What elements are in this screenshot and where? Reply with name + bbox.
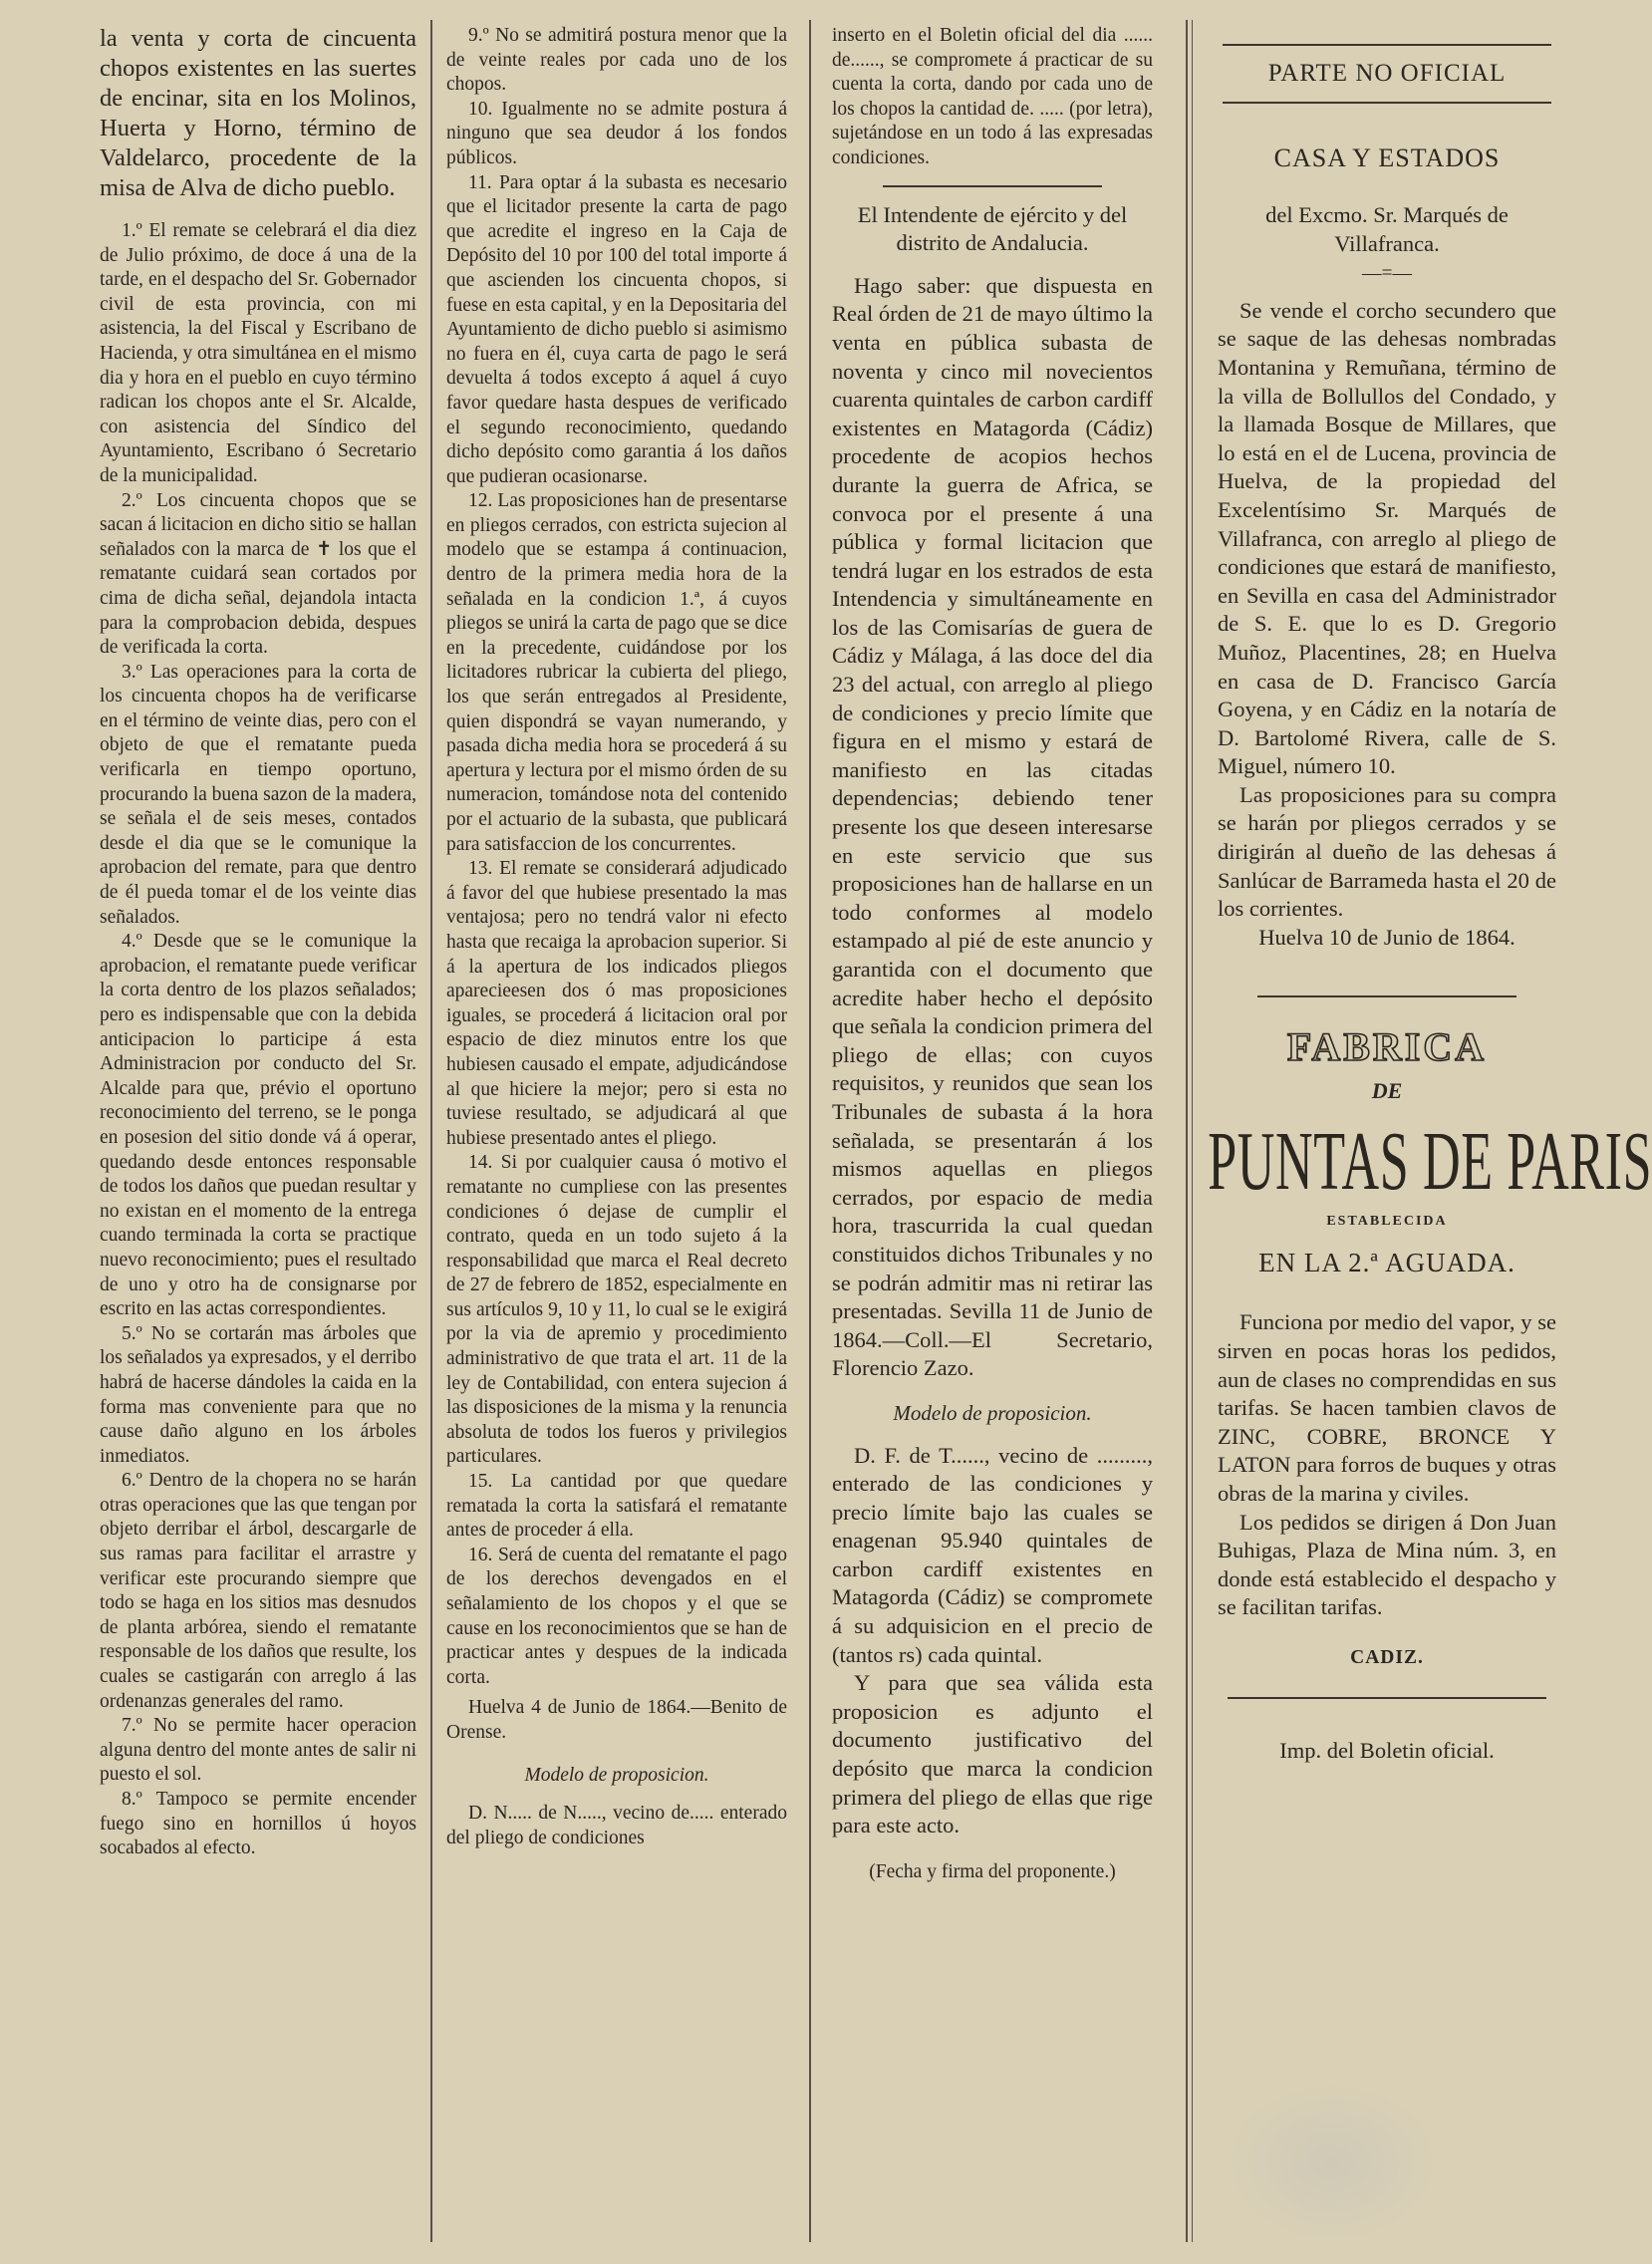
ad-body: Los pedidos se dirigen á Don Juan Buhigas, Plaza de Mina núm. 3, en donde está establecido el despacho y se facilitan tarifas. bbox=[1218, 1509, 1556, 1620]
condition-paragraph: 6.º Dentro de la chopera no se harán otras operaciones que las que tengan por objeto derribar el árbol, descargarle de sus ramas para facilitar el arrastre y verificar este procurando siempre que todo se haga en los sitios mas desnudos de planta arbórea, siendo el rematante responsable de los daños que resulte, los cuales se castigarán con arreglo á las ordenanzas generales del ramo. bbox=[100, 1470, 416, 1712]
model-title: Modelo de proposicion. bbox=[893, 1400, 1092, 1425]
section-rule bbox=[1223, 44, 1551, 46]
condition-paragraph: 9.º No se admitirá postura menor que la de veinte reales por cada uno de los chopos. bbox=[446, 25, 787, 96]
ad-fabrica: FABRICA bbox=[1286, 1024, 1488, 1070]
ad-de: DE bbox=[1371, 1078, 1403, 1104]
notice-body: Se vende el corcho secundero que se saque de las dehesas nombradas Montanina y Remuñana, término de la villa de Bollullos del Condado, y la llamada Bosque de Millares, que lo está en el de Lucena, provincia de Huelva, de la propiedad del Excelentísimo Sr. Marqués de Villafranca, con arreglo al pliego de condiciones que estará de manifiesto, en Sevilla en casa del Administrador de S. E. que lo es D. Gregorio Muñoz, Placentines, 28; en Huelva en casa de D. Francisco García Goyena, y en Cádiz en la notaría de D. Bartolomé Rivera, calle de S. Miguel, número 10. bbox=[1218, 297, 1556, 779]
condition-paragraph: 2.º Los cincuenta chopos que se sacan á licitacion en dicho sitio se hallan señalados con la marca de ✝ los que el rematante cuidará sean cortados por cima de dicha señal, dejandola intacta para la comprobacion debida, despues de verificada la corta. bbox=[100, 489, 416, 659]
column-divider bbox=[1192, 20, 1193, 2242]
condition-paragraph: 3.º Las operaciones para la corta de los cincuenta chopos ha de verificarse en el término de veinte dias, pero con el objeto de que el rematante pueda verificarla en tiempo oportuno, procurando la buena sazon de la madera, se señala el de seis meses, contados desde el dia que se le comunique la aprobacion del remate, para que dentro de él pueda tomar el de los veinte dias señalados. bbox=[100, 661, 416, 928]
notice-title: CASA Y ESTADOS bbox=[1273, 143, 1501, 172]
section-rule bbox=[1257, 995, 1516, 997]
notice-subtitle: del Excmo. Sr. Marqués de Villafranca. bbox=[1265, 202, 1509, 256]
ad-puntas: PUNTAS DE PARIS bbox=[1208, 1115, 1652, 1209]
condition-paragraph: 5.º No se cortarán mas árboles que los señalados ya expresados, y el derribo habrá de hacerse dándoles la caida en la forma mas conveniente para que no cause daño alguno en los árboles inmediatos. bbox=[100, 1322, 416, 1467]
condition-paragraph: 15. La cantidad por que quedare rematada la corta la satisfará el rematante antes de proceder á ella. bbox=[446, 1471, 787, 1542]
closing-paragraph: Y para que sea válida esta proposicion es adjunto el documento justificativo del depósito que marca la condicion primera del pliego de ellas que rige para este acto. bbox=[832, 1670, 1153, 1839]
library-seal-watermark bbox=[1228, 2083, 1437, 2242]
condition-paragraph: 13. El remate se considerará adjudicado á favor del que hubiese presentado la mas ventajosa; pero no tendrá valor ni efecto hasta que recaiga la aprobacion superior. Si á la apertura de los indicados pliegos aparecieesen dos ó mas proposiciones iguales, se procederá á licitacion oral por espacio de diez minutos entre los que hubiesen causado el empate, adjudicándose al que hiciere la mejor; pero si esta no tuviese resultado, se adjudicará al que hubiese presentado antes el pliego. bbox=[446, 858, 787, 1149]
condition-paragraph: 16. Será de cuenta del rematante el pago de los derechos devengados en el señalamiento de los chopos y el que se cause en los reconocimientos que se han de practicar antes y despues de la indicada corta. bbox=[446, 1544, 787, 1688]
ad-body: Funciona por medio del vapor, y se sirven en pocas horas los pedidos, aun de clases no comprendidas en sus tarifas. Se hacen tambien clavos de ZINC, COBRE, BRONCE Y LATON para forros de buques y otras obras de la marina y civiles. bbox=[1218, 1309, 1556, 1506]
ad-city: CADIZ. bbox=[1350, 1646, 1424, 1668]
dateline: Huelva 10 de Junio de 1864. bbox=[1258, 924, 1515, 950]
model-title: Modelo de proposicion. bbox=[524, 1764, 709, 1786]
condition-paragraph: 7.º No se permite hacer operacion alguna dentro del monte antes de salir ni puesto el sol. bbox=[100, 1715, 416, 1786]
section-title: PARTE NO OFICIAL bbox=[1267, 60, 1507, 87]
condition-paragraph: 1.º El remate se celebrará el dia diez de Julio próximo, de doce á una de la tarde, en el despacho del Sr. Gobernador civil de esta provincia, con mi asistencia, la del Fiscal y Escribano de Hacienda, y otra simultánea en el mismo dia y hora en el pueblo en cuyo término radican los chopos ante el Sr. Alcalde, con asistencia del Síndico del Ayuntamiento, Escribano ó Secretario de la municipalidad. bbox=[100, 220, 416, 486]
section-heading: El Intendente de ejército y del distrito de Andalucia. bbox=[857, 201, 1128, 256]
column-1 bbox=[100, 24, 416, 1861]
section-rule bbox=[1223, 102, 1551, 104]
printer-line: Imp. del Boletin oficial. bbox=[1279, 1737, 1495, 1763]
model-text: D. F. de T......, vecino de ........., enterado de las condiciones y precio límite bajo las cuales se enagenan 95.940 quintales de carbon cardiff existentes en Matagorda (Cádiz) se compromete á su adquisicion en el precio de (tantos rs) cada quintal. bbox=[832, 1442, 1153, 1667]
lead-paragraph: la venta y corta de cincuenta chopos existentes en las suertes de encinar, sita en los Molinos, Huerta y Horno, término de Valdelarco, procedente de la misa de Alva de dicho pueblo. bbox=[100, 25, 416, 201]
model-text: D. N..... de N....., vecino de..... enterado del pliego de condiciones bbox=[446, 1803, 787, 1848]
section-rule bbox=[1228, 1697, 1546, 1699]
condition-paragraph: 4.º Desde que se le comunique la aprobacion, el rematante puede verificar la corta dentro de los plazos señalados; pero es indispensable que con la debida anticipacion lo participe á esta Administracion por conducto del Sr. Alcalde para que, prévio el oportuno reconocimiento del terreno, se le ponga en posesion del sitio donde vá á operar, quedando desde entonces responsable de todos los daños que puedan resultar y no existan en el momento de la entrega cuando terminada la corta se practique nuevo reconocimiento; pues el resultado de uno y otro ha de consignarse por escrito en las actas correspondientes. bbox=[100, 931, 416, 1320]
column-2 bbox=[446, 24, 787, 1850]
ad-establecida: ESTABLECIDA bbox=[1326, 1214, 1448, 1230]
ad-aguada: EN LA 2.ª AGUADA. bbox=[1258, 1248, 1515, 1278]
signature-line: (Fecha y firma del proponente.) bbox=[869, 1860, 1116, 1882]
announcement-body: Hago saber: que dispuesta en Real órden de 21 de mayo último la venta en pública subasta de noventa y cinco mil novecientos cuarenta quintales de carbon cardiff existentes en Matagorda (Cádiz) procedente de acopios hechos durante la guerra de Africa, se convoca por el presente á una pública y formal licitacion que tendrá lugar en los estrados de esta Intendencia y simultáneamente en los de las Comisarías de guera de Cádiz y Málaga, á las doce del dia 23 del actual, con arreglo al pliego de condiciones y precio límite que figura en el mismo y estará de manifiesto en las citadas dependencias; debiendo tener presente los que deseen interesarse en este servicio que sus proposiciones han de hallarse en un todo conformes al modelo estampado al pié de este anuncio y garantida con el documento que acredite haber hecho el depósito que señala la condicion primera del pliego de ellas; con cuyos requisitos, y reunidos que sean los Tribunales de subasta á la hora señalada, se presentarán á los mismos aquellas en pliegos cerrados, por espacio de media hora, trascurrida la cual quedan constituidos dichos Tribunales y no se podrán admitir mas ni retirar las presentadas. Sevilla 11 de Junio de 1864.—Coll.—El Secretario, Florencio Zazo. bbox=[832, 272, 1153, 1381]
column-divider bbox=[1186, 20, 1188, 2242]
column-divider bbox=[809, 20, 811, 2242]
ornament: —=— bbox=[1362, 263, 1412, 285]
condition-paragraph: 14. Si por cualquier causa ó motivo el rematante no cumpliese con las presentes condiciones ó dejase de cumplir el contrato, queda en un todo sujeto á la responsabilidad que marca el Real decreto de 27 de febrero de 1852, especialmente en sus artículos 9, 10 y 11, lo cual se le exigirá por la via de apremio y procedimiento administrativo de que trata el art. 11 de la ley de Contabilidad, con entera sujecion á las disposiciones de la misma y la renuncia absoluta de todos los fueros y privilegios particulares. bbox=[446, 1152, 787, 1468]
column-3 bbox=[832, 24, 1153, 1884]
column-4 bbox=[1208, 24, 1652, 1765]
condition-paragraph: 12. Las proposiciones han de presentarse en pliegos cerrados, con estricta sujecion al modelo que se estampa á continuacion, dentro de la primera media hora de la señalada en la condicion 1.ª, á cuyos pliegos se unirá la carta de pago que se dice en la precedente, cuidándose por los licitadores rubricar la cubierta del pliego, los que serán entregados al Presidente, quien dispondrá se vayan numerando, y pasada dicha media hora se procederá á su apertura y lectura por el mismo órden de su numeracion, tomándose nota del contenido por el actuario de la subasta, que publicará para satisfaccion de los concurrentes. bbox=[446, 490, 787, 855]
dateline: Huelva 4 de Junio de 1864.—Benito de Orense. bbox=[446, 1697, 787, 1743]
condition-paragraph: 10. Igualmente no se admite postura á ninguno que sea deudor á los fondos públicos. bbox=[446, 98, 787, 168]
continuation-paragraph: inserto en el Boletin oficial del dia ...... de......, se compromete á practicar de su cuenta la corta, dando por cada uno de los chopos la cantidad de. ..... (por letra), sujetándose en un todo á las expresadas condiciones. bbox=[832, 25, 1153, 168]
column-divider bbox=[430, 20, 432, 2242]
condition-paragraph: 11. Para optar á la subasta es necesario que el licitador presente la carta de pago que acredite el ingreso en la Caja de Depósito del 10 por 100 del total importe á que ascienden los cincuenta chopos, si fuese en esta capital, y en la Depositaria del Ayuntamiento de dicho pueblo si asimismo no fuera en él, cuya carta de pago le será devuelta á todos excepto á aquel á cuyo favor quedare hasta despues de verificado el segundo reconocimiento, quedando dicho depósito como garantia á los daños que pudieran ocasionarse. bbox=[446, 171, 787, 487]
section-rule bbox=[883, 185, 1102, 187]
notice-body: Las proposiciones para su compra se harán por pliegos cerrados y se dirigirán al dueño de las dehesas á Sanlúcar de Barrameda hasta el 20 de los corrientes. bbox=[1218, 781, 1556, 922]
condition-paragraph: 8.º Tampoco se permite encender fuego sino en hornillos ú hoyos socabados al efecto. bbox=[100, 1789, 416, 1859]
